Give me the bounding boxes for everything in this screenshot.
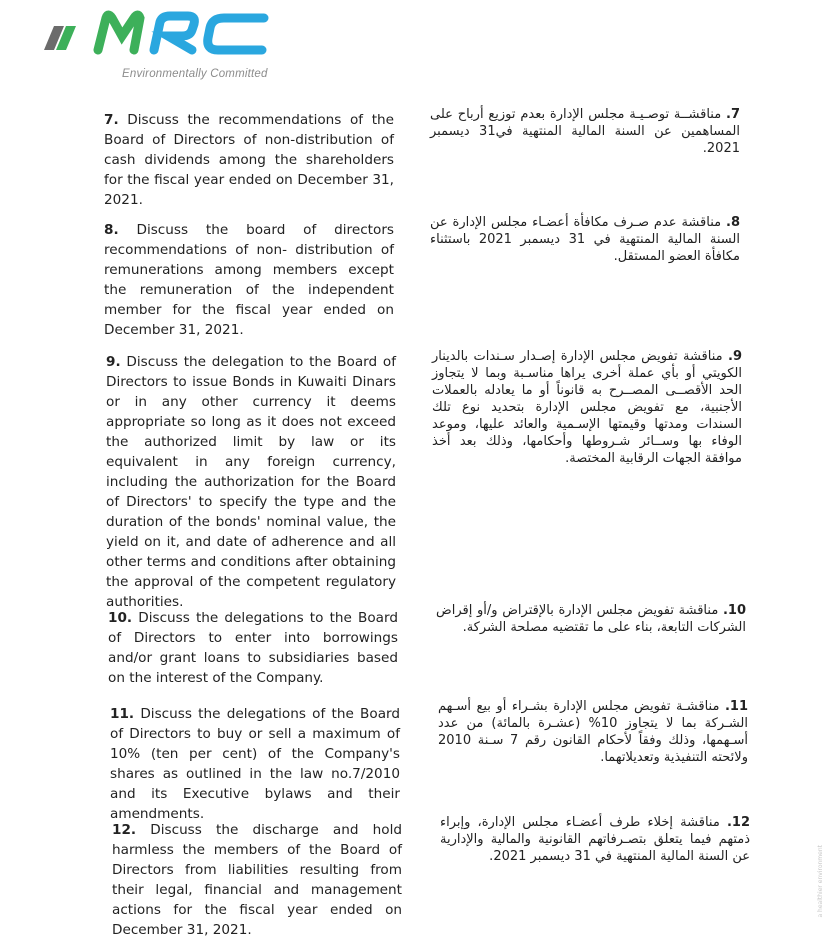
item-text: مناقشــة توصـيـة مجلس الإدارة بعدم توزيع أرباح على المساهمين عن السنة المالية المنتهية في31 ديسمبر 2021. [430,107,740,156]
item-11-english [110,704,400,824]
item-number: 7. [726,107,740,122]
logo-letters-icon [98,15,264,50]
item-number: 7. [104,112,119,128]
item-10-arabic [436,602,746,636]
item-number: 8. [726,215,740,230]
item-10-english [108,608,398,688]
item-text: مناقشة تفويض مجلس الإدارة إصـدار سـندات بالدينار الكويتي أو بأي عملة أخرى يراها مناسـبة وبما لا يتجاوز الحد الأقصــى المصــرح به قانوناً أو ما يعادله بالعملات الأجنبية، مع تفويض مجلس الإدارة بتحديد نوع تلك السندات ومدتها وقيمتها الإسـمية والعائد عليها، وموعد الوفاء بها وســائر شـروطها وأحكامها، وذلك بعد أخذ موافقة الجهات الرقابية المختصة. [432,349,742,466]
item-text: Discuss the delegations to the Board of Directors to enter into borrowings and/or grant loans to subsidiaries based on the interest of the Company. [108,610,398,686]
item-text: مناقشة عدم صـرف مكافأة أعضـاء مجلس الإدارة عن السنة المالية المنتهية في 31 ديسمبر 2021 باستثناء مكافأة العضو المستقل. [430,215,740,264]
item-7-arabic [430,106,740,157]
logo-mark-icon [44,26,76,50]
item-text: مناقشة إخلاء طرف أعضـاء مجلس الإدارة، وإبراء ذمتهم فيما يتعلق بتصـرفاتهم القانونية والمالية والإدارية عن السنة المالية المنتهية في 31 ديسمبر 2021. [440,815,750,864]
item-8-arabic [430,214,740,265]
item-text: Discuss the discharge and hold harmless the members of the Board of Directors from liabilities resulting from their legal, financial and management actions for the fiscal year ended on December 31, 2021. [112,822,402,938]
item-12-english [112,820,402,940]
item-number: 12. [726,815,750,830]
item-number: 10. [108,610,133,626]
item-text: Discuss the recommendations of the Board of Directors of non-distribution of cash dividends among the shareholders for the fiscal year ended on December 31, 2021. [104,112,394,208]
item-text: Discuss the delegation to the Board of Directors to issue Bonds in Kuwaiti Dinars or in any other currency it deems appropriate so long as it does not exceed the authorized limit by law or its equivalent in any foreign currency, including the authorization for the Board of Directors' to specify the type and the duration of the bonds' nominal value, the yield on it, and date of adherence and all other terms and conditions after obtaining the approval of the competent regulatory authorities. [106,354,396,610]
logo-tagline: Environmentally Committed [122,68,268,80]
item-number: 11. [724,699,748,714]
item-number: 9. [106,354,121,370]
item-number: 11. [110,706,135,722]
item-text: Discuss the board of directors recommendations of non- distribution of remunerations among members except the remuneration of the independent member for the fiscal year ended on December 31, 2021. [104,222,394,338]
item-number: 12. [112,822,137,838]
side-watermark-text: a healthier environment [817,845,824,918]
item-12-arabic [440,814,750,865]
item-7-english [104,110,394,210]
item-number: 10. [722,603,746,618]
item-9-arabic [432,348,742,467]
item-number: 9. [728,349,742,364]
item-text: مناقشـة تفويض مجلس الإدارة بشـراء أو بيع أسـهم الشـركة بما لا يتجاوز 10% (عشـرة بالمائة) من عدد أسـهمها، وذلك وفقاً لأحكام القانون رقم 7 سـنة 2010 ولائحته التنفيذية وتعديلاتهما. [438,699,748,765]
item-text: Discuss the delegations of the Board of Directors to buy or sell a maximum of 10% (ten per cent) of the Company's shares as outlined in the law no.7/2010 and its Executive bylaws and their amendments. [110,706,400,822]
item-11-arabic [438,698,748,766]
item-number: 8. [104,222,119,238]
item-8-english [104,220,394,340]
item-text: مناقشة تفويض مجلس الإدارة بالإقتراض و/أو إقراض الشركات التابعة، بناء على ما تقتضيه مصلحة الشركة. [436,603,746,635]
item-9-english [106,352,396,612]
